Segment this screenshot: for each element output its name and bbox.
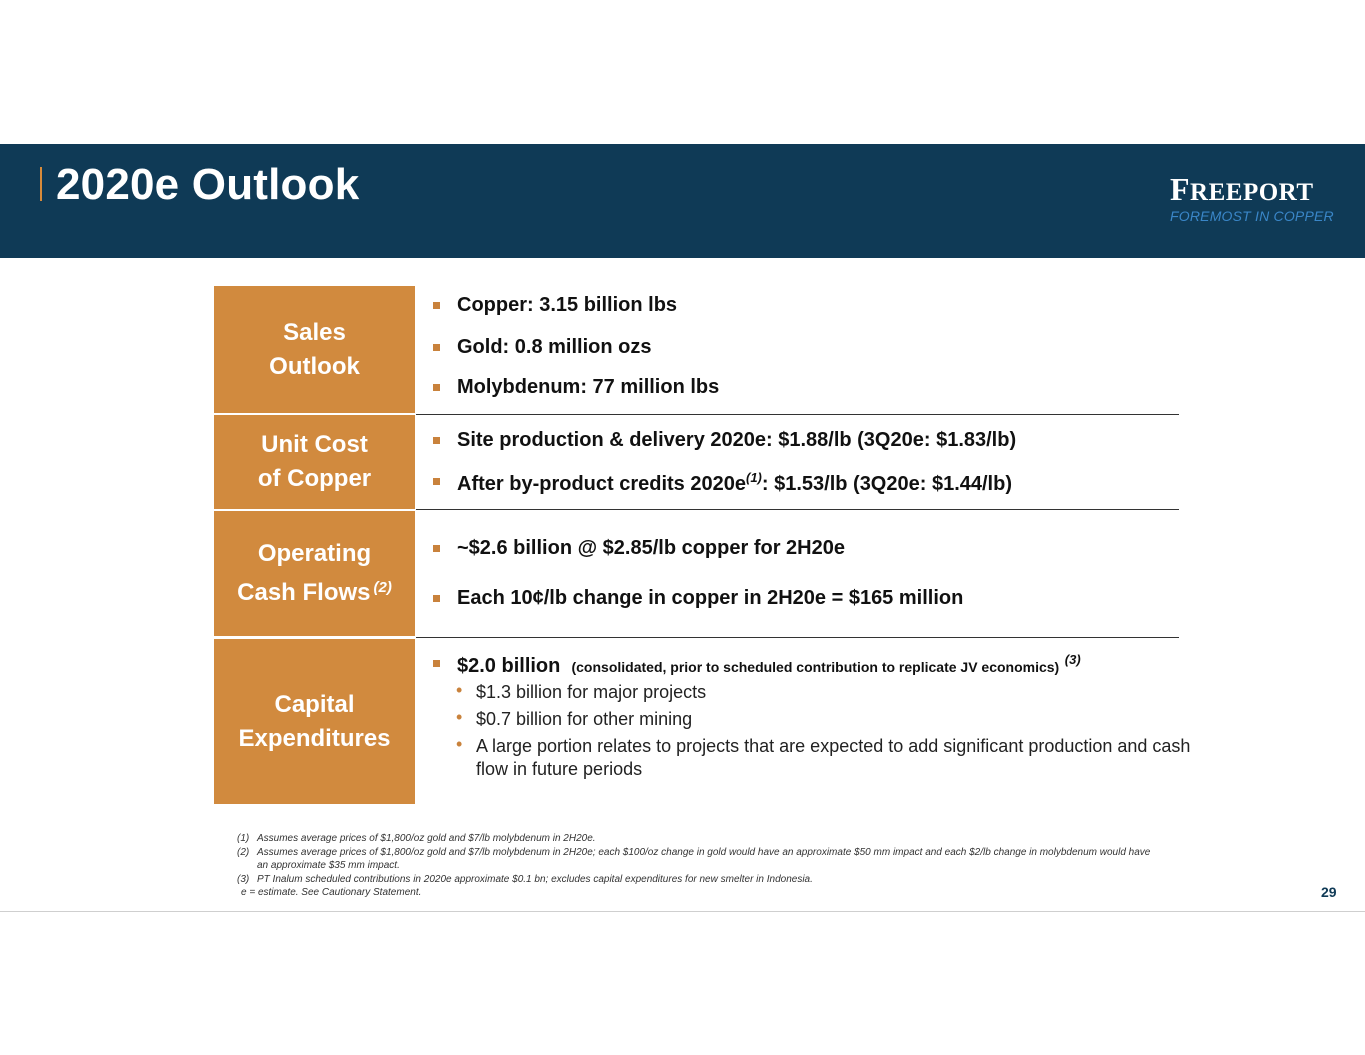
bullet-marker	[433, 437, 440, 444]
label-cash-flows-line2: Cash Flows	[237, 579, 371, 606]
footnote-1-number: (1)	[237, 833, 250, 844]
bullet-marker	[433, 384, 440, 391]
bullet-by-product-pre: After by-product credits 2020e	[457, 473, 746, 495]
bullet-capex-total-text	[457, 652, 1081, 678]
label-unit-cost	[214, 415, 415, 509]
subbullet-marker: •	[456, 734, 463, 754]
label-unit-cost-line2: of Copper	[257, 465, 372, 492]
label-capital-expenditures	[214, 639, 415, 804]
row-divider	[416, 637, 1179, 638]
freeport-logo	[1170, 172, 1334, 224]
bullet-marker	[433, 344, 440, 351]
subbullet-major-projects-text: $1.3 billion for major projects	[476, 682, 707, 702]
footnote-ref-1: (1)	[745, 470, 762, 485]
logo-wordmark	[1170, 172, 1334, 210]
subbullet-marker: •	[456, 707, 463, 727]
page-title: 2020e Outlook	[56, 160, 360, 209]
label-cash-flows-line1: Operating	[257, 540, 372, 567]
bullet-copper-sensitivity-text: Each 10¢/lb change in copper in 2H20e = $165 million	[457, 587, 964, 609]
page-number: 29	[1321, 884, 1337, 900]
subbullet-marker: •	[456, 680, 463, 700]
capex-total-value: $2.0 billion	[457, 655, 561, 677]
footnote-2	[237, 846, 1157, 873]
footnotes	[237, 832, 1157, 900]
bullet-site-production-text: Site production & delivery 2020e: $1.88/lb (3Q20e: $1.83/lb)	[457, 429, 1017, 451]
bullet-marker	[433, 545, 440, 552]
row-divider	[416, 414, 1179, 415]
footnote-1	[237, 832, 1157, 846]
footnote-2-text: Assumes average prices of $1,800/oz gold and $7/lb molybdenum in 2H20e; each $100/oz change in gold would have an approximate $50 mm impact and each $2/lb change in molybdenum would have an approximate $35 mm impact.	[257, 846, 1151, 871]
bullet-marker	[433, 302, 440, 309]
bullet-gold-text: Gold: 0.8 million ozs	[457, 336, 652, 358]
logo-tagline: FOREMOST IN COPPER	[1170, 208, 1334, 224]
capex-total-note: (consolidated, prior to scheduled contribution to replicate JV economics)	[571, 659, 1060, 675]
subbullet-other-mining-text: $0.7 billion for other mining	[476, 709, 693, 729]
label-capex-line2: Expenditures	[238, 724, 391, 752]
footnote-ref-3: (3)	[1064, 652, 1081, 667]
footer-divider	[0, 911, 1365, 912]
logo-first-letter: F	[1170, 171, 1191, 207]
footnote-3	[237, 873, 1157, 887]
footnote-3-text: PT Inalum scheduled contributions in 2020e approximate $0.1 bn; excludes capital expenditures for new smelter in Indonesia.	[257, 873, 813, 885]
bullet-molybdenum-text: Molybdenum: 77 million lbs	[457, 376, 720, 398]
bullet-marker	[433, 660, 440, 667]
bullet-marker	[433, 595, 440, 602]
logo-rest: REEPORT	[1190, 179, 1314, 206]
label-operating-cash-flows	[214, 511, 415, 636]
bullet-cash-flow-estimate-text: ~$2.6 billion @ $2.85/lb copper for 2H20e	[457, 537, 845, 559]
label-capex-line1: Capital	[274, 690, 355, 718]
label-sales-outlook	[214, 286, 415, 413]
bullet-marker	[433, 478, 440, 485]
label-unit-cost-line1: Unit Cost	[261, 431, 368, 458]
footnote-1-text: Assumes average prices of $1,800/oz gold and $7/lb molybdenum in 2H20e.	[257, 833, 596, 844]
footnote-3-number: (3)	[237, 873, 250, 885]
label-sales-line2: Outlook	[269, 352, 360, 380]
bullet-copper-text: Copper: 3.15 billion lbs	[457, 294, 678, 316]
title-accent-bar	[40, 167, 42, 201]
row-divider	[416, 509, 1179, 510]
bullet-by-product-post: : $1.53/lb (3Q20e: $1.44/lb)	[761, 473, 1012, 495]
bullet-by-product-text	[457, 470, 1012, 496]
subbullet-large-portion-text: A large portion relates to projects that are expected to add significant production and cash flow in future periods	[476, 736, 1191, 779]
footnote-2-number: (2)	[237, 846, 250, 858]
footnote-ref-2: (2)	[373, 579, 392, 596]
label-sales-line1: Sales	[283, 318, 346, 346]
footnote-estimate: e = estimate. See Cautionary Statement.	[241, 887, 422, 898]
